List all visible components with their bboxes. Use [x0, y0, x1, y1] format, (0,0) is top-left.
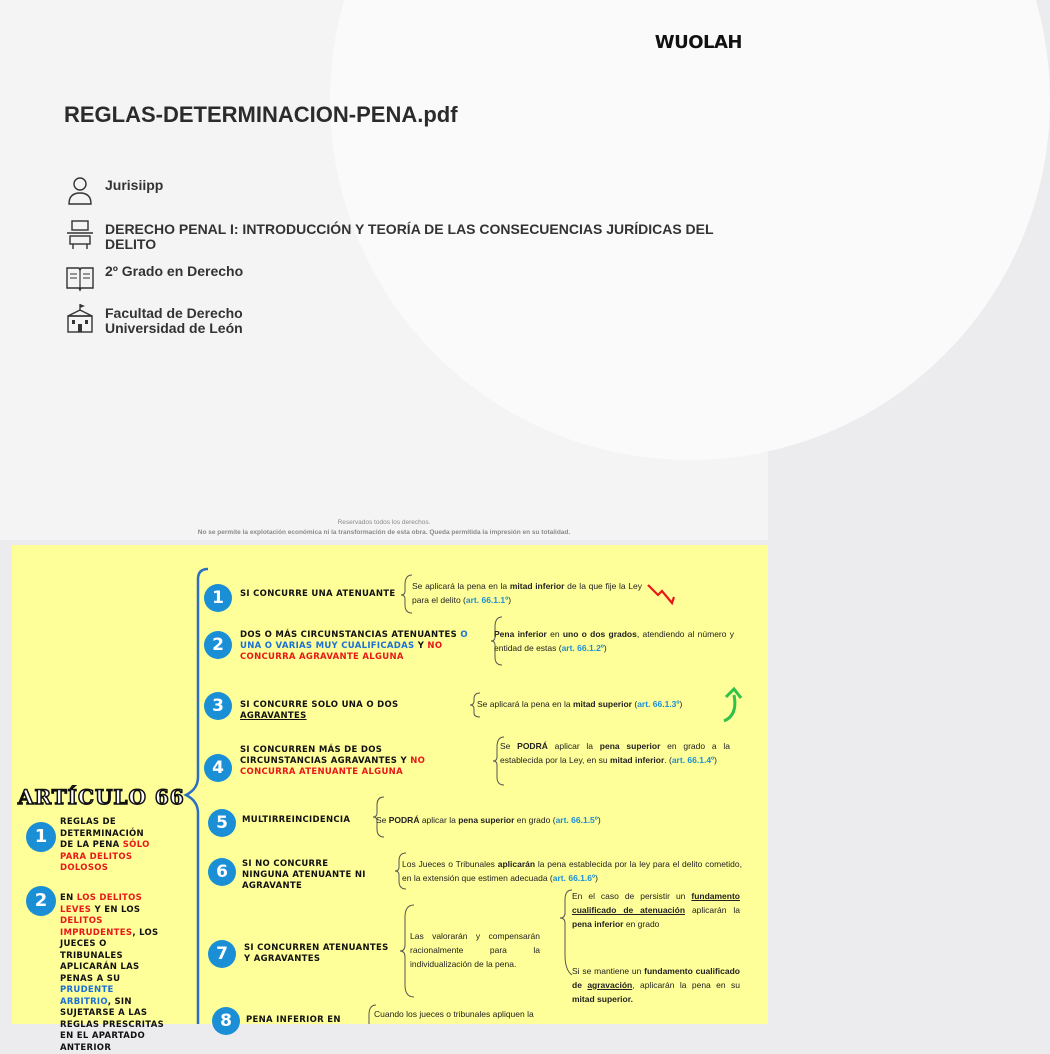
faculty-line-2: Universidad de León — [105, 320, 243, 336]
rule-number-8: 8 — [212, 1007, 240, 1035]
rule-2-text: DOS O MÁS CIRCUNSTANCIAS ATENUANTES O UNA O VARIAS MUY CUALIFICADAS Y NO CONCURRA AGRAVANTE ALGUNA — [240, 630, 468, 662]
rights-line-1: Reservados todos los derechos. — [337, 519, 431, 526]
note-8: Cuando los jueces o tribunales apliquen la — [374, 1009, 534, 1019]
rule-5-text: MULTIRREINCIDENCIA — [242, 815, 351, 825]
note-1: Se aplicará la pena en la mitad inferior de la que fije la Ley para el delito (art. 66.1.1º) — [412, 581, 643, 605]
brace-7-split — [560, 890, 572, 975]
rule-7-text: SI CONCURREN ATENUANTES Y AGRAVANTES — [244, 943, 389, 964]
note-2: Pena inferior en uno o dos grados, atendiendo al número y entidad de estas (art. 66.1.2º) — [494, 629, 734, 653]
rule-number-7: 7 — [208, 940, 236, 968]
main-brace — [186, 569, 208, 1024]
meta-author — [64, 174, 163, 208]
brace-1 — [401, 575, 412, 613]
rule-1-text: SI CONCURRE UNA ATENUANTE — [240, 589, 396, 599]
note-4: Se PODRÁ aplicar la pena superior en grado a la establecida por la Ley, en su mitad inferior. (art. 66.1.4º) — [500, 741, 730, 765]
building-icon — [64, 302, 96, 336]
side-number-1: 1 — [26, 822, 56, 852]
rule-8-text: PENA INFERIOR EN — [246, 1015, 341, 1025]
note-3: Se aplicará la pena en la mitad superior (art. 66.1.3º) — [477, 699, 683, 709]
user-icon — [64, 174, 96, 208]
faculty-line-1: Facultad de Derecho — [105, 305, 243, 321]
rule-number-3: 3 — [204, 692, 232, 720]
side-rule-1: REGLAS DE DETERMINACIÓN DE LA PENA SÓLO PARA DELITOS DOLOSOS — [60, 817, 150, 873]
subject-name: DERECHO PENAL I: INTRODUCCIÓN Y TEORÍA DE LAS CONSECUENCIAS JURÍDICAS DEL DELITO — [105, 221, 714, 252]
note-7: Las valorarán y compensarán racionalmente para la individualización de la pena. — [410, 931, 540, 969]
note-7-atenuacion: En el caso de persistir un fundamento cualificado de atenuación aplicarán la pena inferior en grado — [572, 891, 740, 929]
rule-number-2: 2 — [204, 631, 232, 659]
up-arrow-icon — [724, 695, 735, 721]
rule-number-4: 4 — [204, 754, 232, 782]
article-heading: ARTÍCULO 66 — [18, 785, 185, 809]
document-page — [12, 545, 768, 1053]
rule-6-text: SI NO CONCURRE NINGUNA ATENUANTE NI AGRAVANTE — [242, 859, 366, 891]
rights-line-2: No se permite la explotación económica ni la transformación de esta obra. Queda permitida la impresión en su totalidad. — [197, 529, 571, 536]
side-number-2: 2 — [26, 886, 56, 916]
rule-number-6: 6 — [208, 858, 236, 886]
desk-icon — [64, 218, 96, 252]
rule-3-text: SI CONCURRE SOLO UNA O DOS AGRAVANTES — [240, 700, 399, 721]
wuolah-logo[interactable]: WUOLAH — [654, 32, 742, 53]
cover-page — [0, 0, 768, 540]
author-name: Jurisiipp — [105, 177, 164, 193]
side-rule-2: EN LOS DELITOS LEVES Y EN LOS DELITOS IMPRUDENTES, LOS JUECES O TRIBUNALES APLICARÁN LAS PENAS A SU PRUDENTE ARBITRIO, SIN SUJETARSE A LAS REGLAS PRESCRITAS EN EL APARTADO ANTERIOR — [60, 893, 164, 1053]
meta-degree — [64, 260, 243, 294]
rule-number-5: 5 — [208, 809, 236, 837]
note-7-agravacion: Si se mantiene un fundamento cualificado de agravación, aplicarán la pena en su mitad superior. — [572, 966, 741, 1004]
down-trend-arrow-icon — [648, 585, 674, 603]
document-title: REGLAS-DETERMINACION-PENA.pdf — [64, 102, 458, 127]
book-icon — [64, 260, 96, 294]
faculty-name — [105, 302, 243, 336]
rule-number-1: 1 — [204, 584, 232, 612]
degree-name: 2º Grado en Derecho — [105, 263, 244, 279]
rule-4-text: SI CONCURREN MÁS DE DOS CIRCUNSTANCIAS AGRAVANTES Y NO CONCURRA ATENUANTE ALGUNA — [240, 745, 426, 777]
meta-faculty — [64, 302, 243, 336]
note-6: Los Jueces o Tribunales aplicarán la pena establecida por la ley para el delito cometido, en la extensión que estimen adecuada (art. 66.1.6º) — [402, 859, 743, 883]
note-5: Se PODRÁ aplicar la pena superior en grado (art. 66.1.5º) — [376, 815, 601, 825]
rights-notice — [0, 518, 768, 538]
meta-subject — [64, 218, 768, 252]
